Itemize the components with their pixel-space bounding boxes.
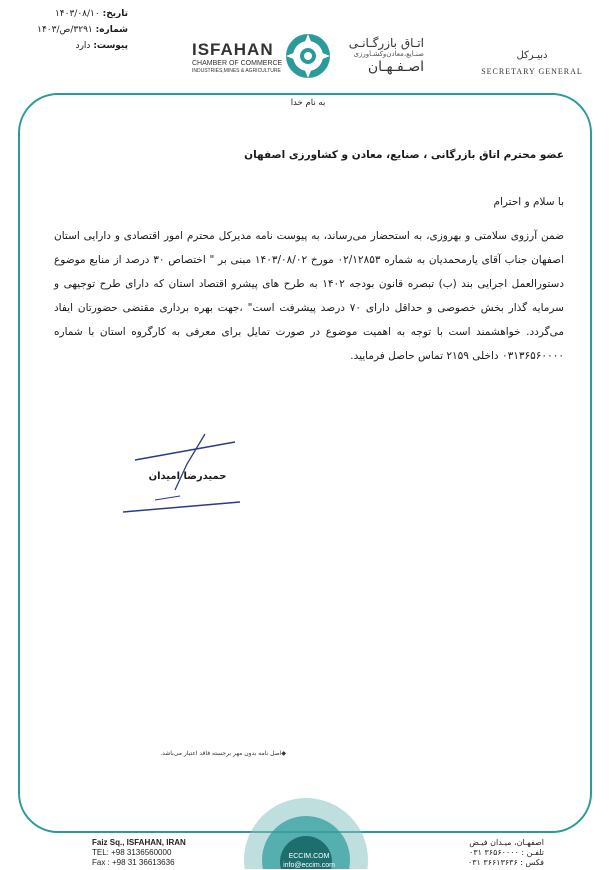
greeting: با سلام و احترام: [493, 196, 564, 208]
footer-english: [92, 838, 186, 868]
chamber-emblem-icon: [284, 32, 332, 80]
bismillah: به نام خدا: [290, 98, 326, 108]
attachment-label: پیوست:: [93, 41, 128, 51]
logo-fa-line3: اصـفـهـان: [367, 59, 424, 75]
number-label: شماره:: [95, 25, 128, 35]
validity-note: ◆اصل نامه بدون مهر برجسته فاقد اعتبار می‌باشد.: [160, 750, 286, 757]
footer-en-tel: TEL: +98 3136560000: [92, 848, 172, 857]
footer-en-address: Faiz Sq., ISFAHAN, IRAN: [92, 838, 186, 847]
logo-fa-line2: صنـایع،معادن‌وکشـاورزی: [353, 50, 424, 58]
logo-english: [192, 40, 286, 74]
date-value: ۱۴۰۳/۰۸/۱۰: [54, 9, 100, 19]
email-link[interactable]: info@eccim.com: [283, 862, 335, 869]
footer-fa-tel: تلفـن : ۳۶۵۶۰۰۰۰ ۰۳۱: [469, 848, 544, 857]
logo-en-line1: CHAMBER OF COMMERCE: [192, 60, 283, 67]
footer-en-fax: Fax : +98 31 36613636: [92, 858, 175, 867]
date-label: تاریخ:: [102, 9, 128, 19]
signatory-name: حمیدرضا امیدان: [148, 471, 227, 482]
website-link[interactable]: ECCIM.COM: [288, 853, 330, 860]
secretary-general: [462, 50, 602, 76]
footer-web: [274, 852, 344, 870]
attachment-value: دارد: [75, 41, 91, 51]
logo-en-line2: INDUSTRIES,MINES & AGRICULTURE: [192, 68, 281, 74]
logo-fa-line1: اتـاق بازرگـانـی: [348, 36, 424, 50]
sg-english: SECRETARY GENERAL: [481, 67, 583, 76]
letter-body: ضمن آرزوی سلامتی و بهروزی، به استحضار می‌رساند، به پیوست نامه مدیرکل محترم امور اقتصادی و دارایی استان اصفهان جناب آقای یارمحمدیان به شماره ۰۲/۱۲۸۵۳ مورخ ۱۴۰۳/۰۸/۰۲ مبنی بر " اختصاص ۳۰ درصد از منابع موضوع دستورالعمل اجرایی بند (ب) تبصره قانون بودجه ۱۴۰۲ به طرح های پیشرو اقتصاد استان که دارای طرح توجیهی و سرمایه گذار بخش خصوصی و حداقل دارای ۷۰ درصد پیشرفت است" ،جهت بهره برداری مقتضی حضورتان ایفاد می‌گردد. خواهشمند است با توجه به اهمیت موضوع در صورت تمایل برای معرفی به کارگروه استان با شماره ۰۳۱۳۶۵۶۰۰۰۰ داخلی ۲۱۵۹ تماس حاصل فرمایید.: [54, 230, 565, 362]
recipient-line: عضو محترم اتاق بازرگانی ، صنایع، معادن و کشاورزی اصفهان: [244, 149, 564, 161]
logo-persian: [334, 36, 424, 75]
number-value: ۳۲۹۱/ص/۱۴۰۳: [37, 25, 93, 35]
sg-persian: دبیـرکل: [516, 50, 548, 61]
footer-persian: [424, 838, 544, 868]
footer-fa-fax: فکس : ۳۶۶۱۳۶۳۶ ۰۳۱: [467, 858, 544, 867]
letter-meta: [8, 6, 128, 54]
footer-fa-address: اصفهـان، میـدان فیـض: [469, 838, 544, 847]
logo-en-main: ISFAHAN: [192, 40, 274, 59]
